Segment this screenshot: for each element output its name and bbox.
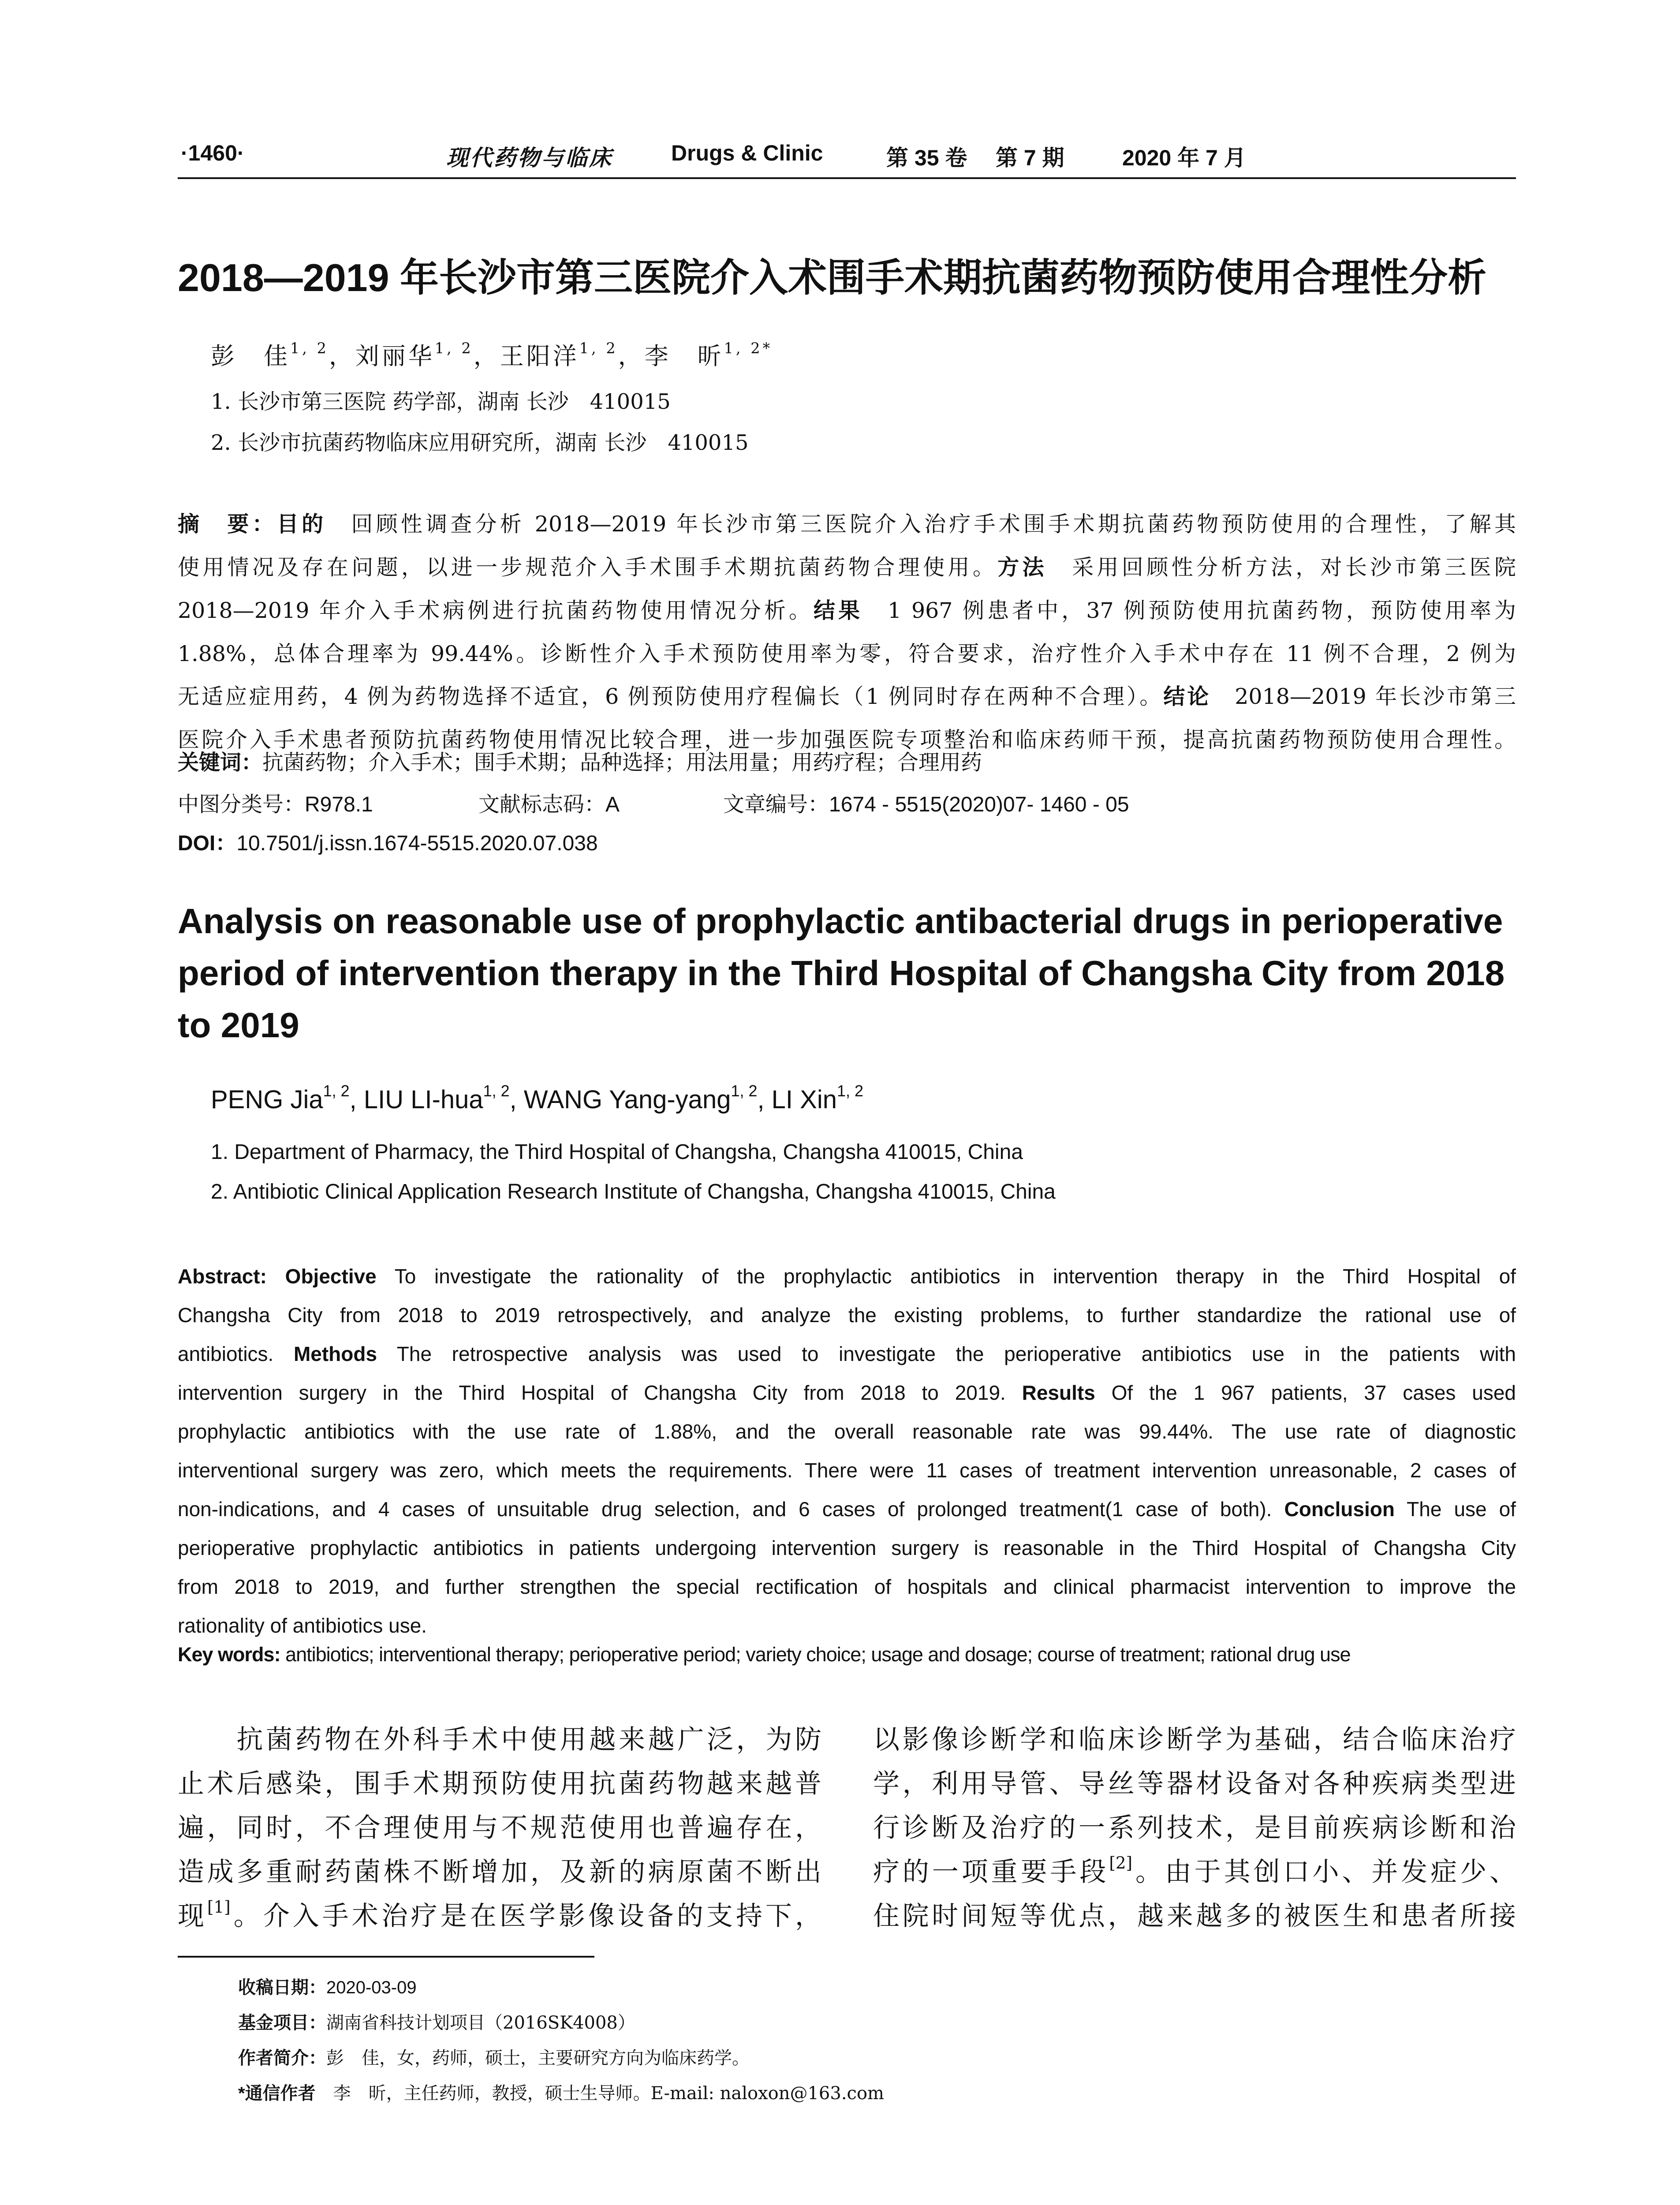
author-name: 李 昕 [644,342,724,370]
header-volume: 第 35 卷 [886,146,967,170]
text-line [873,1806,1516,1850]
classification-doc [478,787,620,818]
text-run: 。介入手术治疗是在医学影像设备的支持下， [230,1901,821,1932]
doc-value: A [605,793,620,816]
text-line [178,1606,1516,1645]
section-label: Conclusion [1284,1498,1395,1521]
keywords-en [178,1643,1351,1666]
citation[interactable]: [1] [207,1897,231,1917]
text-run: The use of [1394,1498,1516,1521]
text-line [178,1373,1516,1412]
text-run: from 2018 to 2019, and further strengthen the special rectification of hospitals and clinical pharmacist intervention to improve the [178,1575,1516,1598]
header-date: 2020 年 7 月 [1122,146,1246,170]
text-line [178,1334,1516,1373]
author-separator: , [757,1085,772,1114]
text-run: intervention surgery in the Third Hospital of Changsha City from 2018 to 2019. [178,1381,1022,1404]
text-line [178,1412,1516,1451]
author-separator: , [509,1085,524,1114]
text-run: perioperative prophylactic antibiotics in patients undergoing intervention surgery is reasonable in the Third Hospital of Changsha City [178,1536,1516,1559]
text-line [178,1850,821,1894]
author-affiliation-marker: 1, 2* [724,339,773,357]
text-run: 1 967 例患者中，37 例预防使用抗菌药物，预防使用率为 [863,598,1516,623]
text-run: 采用回顾性分析方法，对长沙市第三医院 [1047,555,1516,580]
article-value: 1674 - 5515(2020)07- 1460 - 05 [829,793,1129,816]
text-run: 1.88%，总体合理率为 99.44%。诊断性介入手术预防使用率为零，符合要求，治疗性介入手术中存在 11 例不合理，2 例为 [178,641,1516,666]
doc-label: 文献标志码： [478,792,606,817]
body-column-left [178,1718,821,1938]
text-run: 2018—2019 年长沙市第三 [1211,684,1516,709]
authors-cn [211,337,773,371]
keywords-cn-label: 关键词： [178,751,263,774]
text-run: 行诊断及治疗的一系列技术，是目前疾病诊断和治 [873,1813,1516,1843]
section-label: Abstract: Objective [178,1265,377,1288]
footnote-corresponding: *通信作者 李 昕，主任药师，教授，硕士生导师。E-mail: naloxon@163.com [238,2083,884,2104]
doi-label: DOI： [178,832,237,855]
header-journal-en: Drugs & Clinic [671,141,823,165]
keywords-en-label: Key words: [178,1643,280,1666]
authors-en [211,1082,863,1114]
text-line [178,1257,1516,1296]
text-line [178,1567,1516,1606]
text-line [178,1718,821,1762]
text-line [178,675,1516,718]
text-line [178,546,1516,589]
doi [178,826,598,856]
text-line [873,1894,1516,1938]
author-name: 刘丽华 [355,342,435,370]
doi-value[interactable]: 10.7501/j.issn.1674-5515.2020.07.038 [236,832,598,855]
author-affiliation-marker: 1, 2 [837,1082,863,1100]
author-name: LI Xin [771,1085,837,1114]
text-run: 住院时间短等优点，越来越多的被医生和患者所接 [873,1901,1516,1932]
author-separator: , [349,1085,364,1114]
text-run: 以影像诊断学和临床诊断学为基础，结合临床治疗 [873,1724,1516,1755]
text-run: non-indications, and 4 cases of unsuitable drug selection, and 6 cases of prolonged treatment(1 case of both). [178,1498,1284,1521]
abstract-cn [178,503,1516,761]
title-cn: 2018—2019 年长沙市第三医院介入术围手术期抗菌药物预防使用合理性分析 [178,256,1486,299]
article-label: 文章编号： [723,792,829,817]
text-run: rationality of antibiotics use. [178,1614,427,1637]
citation[interactable]: [2] [1109,1853,1133,1873]
text-line [178,1451,1516,1490]
author-name: 彭 佳 [211,342,290,370]
text-run: 2018—2019 年介入手术病例进行抗菌药物使用情况分析。 [178,598,814,623]
classification-article [723,787,1129,818]
affiliation-en-2: 2. Antibiotic Clinical Application Research Institute of Changsha, Changsha 410015, China [211,1180,1056,1203]
text-line [178,1296,1516,1334]
author-affiliation-marker: 1, 2 [290,339,329,357]
body-column-right [873,1718,1516,1938]
text-run: 疗的一项重要手段 [873,1857,1109,1887]
section-label: 结论 [1163,685,1211,709]
header-page-number: ·1460· [181,141,245,165]
author-separator: ， [473,342,500,370]
keywords-en-text: antibiotics; interventional therapy; perioperative period; variety choice; usage and dosage; course of treatment; rational drug use [280,1643,1351,1666]
author-name: PENG Jia [211,1085,323,1114]
text-line [178,632,1516,675]
affiliation-cn-1: 1. 长沙市第三医院 药学部，湖南 长沙 410015 [211,389,671,414]
text-run: 止术后感染，围手术期预防使用抗菌药物越来越普 [178,1768,821,1799]
footnote-received: 收稿日期：2020-03-09 [238,1978,417,1997]
author-name: 王阳洋 [500,342,579,370]
text-run: 抗菌药物在外科手术中使用越来越广泛，为防 [178,1724,821,1755]
section-label: Results [1022,1381,1095,1404]
text-line [178,503,1516,546]
title-en: Analysis on reasonable use of prophylactic antibacterial drugs in perioperative period of intervention therapy in the Third Hospital of Changsha City from 2018 to 2019 [178,901,1505,1045]
text-run: Changsha City from 2018 to 2019 retrospectively, and analyze the existing problems, to further standardize the rational use of [178,1304,1516,1327]
text-run: 遍，同时，不合理使用与不规范使用也普遍存在， [178,1813,821,1843]
text-run: antibiotics. [178,1342,294,1365]
text-run: The retrospective analysis was used to investigate the perioperative antibiotics use in the patients with [377,1342,1516,1365]
text-run: Of the 1 967 patients, 37 cases used [1095,1381,1516,1404]
text-line [178,1529,1516,1567]
text-line [873,1850,1516,1894]
author-affiliation-marker: 1, 2 [434,339,474,357]
text-run: 现 [178,1901,208,1932]
header-issue: 第 7 期 [996,146,1064,170]
text-line [178,1894,821,1938]
author-affiliation-marker: 1, 2 [579,339,618,357]
author-separator: ， [329,342,355,370]
author-name: WANG Yang-yang [523,1085,731,1114]
text-run: 学，利用导管、导丝等器材设备对各种疾病类型进 [873,1768,1516,1799]
section-label: 目的 [276,512,327,536]
affiliation-cn-2: 2. 长沙市抗菌药物临床应用研究所，湖南 长沙 410015 [211,430,749,455]
text-run: 回顾性调查分析 2018—2019 年长沙市第三医院介入治疗手术围手术期抗菌药物预防使用的合理性，了解其 [326,512,1516,537]
text-run: interventional surgery was zero, which meets the requirements. There were 11 cases of treatment intervention unreasonable, 2 cases of [178,1459,1516,1482]
author-name: LIU LI-hua [363,1085,483,1114]
text-line [873,1762,1516,1806]
text-run: 造成多重耐药菌株不断增加，及新的病原菌不断出 [178,1857,821,1887]
footnote-funding: 基金项目：湖南省科技计划项目（2016SK4008） [238,2013,635,2033]
text-line [178,1490,1516,1529]
text-run: prophylactic antibiotics with the use rate of 1.88%, and the overall reasonable rate was 99.44%. The use rate of diagnostic [178,1420,1516,1443]
section-label: 结果 [813,599,863,623]
text-line [178,589,1516,632]
text-run: To investigate the rationality of the prophylactic antibiotics in intervention therapy in the Third Hospital of [376,1265,1516,1288]
text-line [873,1718,1516,1762]
affiliation-en-1: 1. Department of Pharmacy, the Third Hospital of Changsha, Changsha 410015, China [211,1140,1023,1164]
section-label: 方法 [997,556,1047,579]
keywords-cn-text: 抗菌药物；介入手术；围手术期；品种选择；用法用量；用药疗程；合理用药 [262,750,982,775]
clc-label: 中图分类号： [178,792,305,817]
header-rule [178,177,1516,179]
keywords-cn [178,745,982,776]
text-run: 无适应症用药，4 例为药物选择不适宜，6 例预防使用疗程偏长（1 例同时存在两种不合理）。 [178,684,1164,709]
text-run: 医院介入手术患者预防抗菌药物使用情况比较合理，进一步加强医院专项整治和临床药师干预，提高抗菌药物预防使用合理性。 [178,727,1516,752]
text-run: 使用情况及存在问题，以进一步规范介入手术围手术期抗菌药物合理使用。 [178,555,998,580]
author-affiliation-marker: 1, 2 [483,1082,510,1100]
author-affiliation-marker: 1, 2 [731,1082,758,1100]
abstract-en [178,1257,1516,1645]
footnote-rule [178,1956,594,1958]
author-affiliation-marker: 1, 2 [323,1082,350,1100]
section-label: Methods [293,1342,377,1365]
classification-clc [178,787,373,818]
text-run: 。由于其创口小、并发症少、 [1132,1857,1516,1887]
header-journal-cn: 现代药物与临床 [446,145,613,171]
footnote-author-bio: 作者简介：彭 佳，女，药师，硕士，主要研究方向为临床药学。 [238,2048,750,2068]
abstract-label: 摘 要： [178,512,277,536]
author-separator: ， [618,342,645,370]
text-line [178,1762,821,1806]
clc-value: R978.1 [305,793,373,816]
text-line [178,1806,821,1850]
